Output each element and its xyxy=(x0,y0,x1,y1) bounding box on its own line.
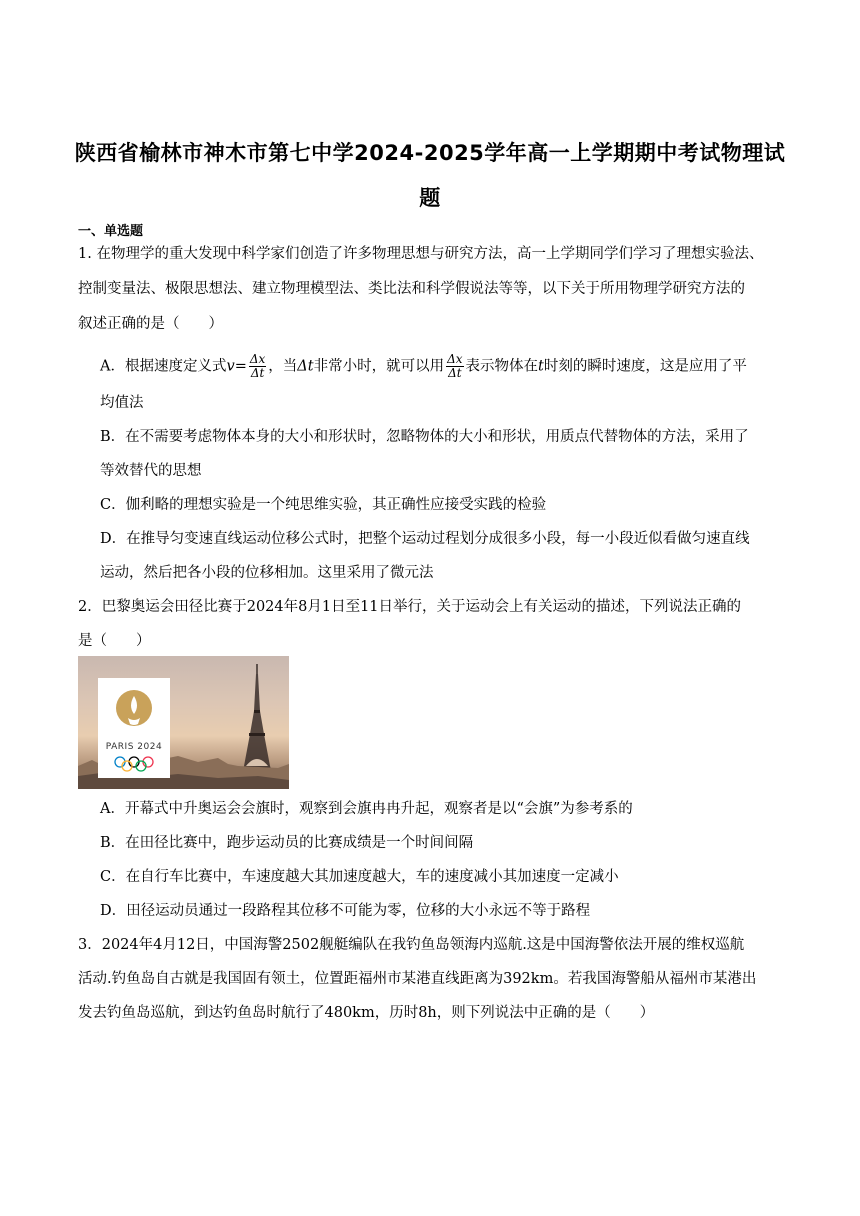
q2-option-c: C．在自行车比赛中，车速度越大其加速度越大，车的速度减小其加速度一定减小 xyxy=(100,869,619,885)
ratio-fraction xyxy=(446,353,463,380)
q2-option-a: A．开幕式中升奥运会会旗时，观察到会旗冉冉升起，观察者是以“会旗”为参考系的 xyxy=(100,801,633,817)
q1-option-a-mid2: 非常小时，就可以用 xyxy=(313,358,445,375)
q1-option-a-line2: 均值法 xyxy=(100,395,144,411)
fraction-numerator: Δx xyxy=(249,352,266,366)
equals-sign: = xyxy=(234,358,247,375)
paris-2024-logo xyxy=(98,678,170,778)
fraction-numerator: Δx xyxy=(447,352,463,366)
q1-option-a-prefix: A．根据速度定义式 xyxy=(100,358,227,375)
q1-option-b-line1: B．在不需要考虑物体本身的大小和形状时，忽略物体的大小和形状，用质点代替物体的方法，采用了 xyxy=(100,429,749,445)
fraction-denominator: Δt xyxy=(448,366,462,380)
q1-option-d-line1: D．在推导匀变速直线运动位移公式时，把整个运动过程划分成很多小段，每一小段近似看做匀速直线 xyxy=(100,531,750,547)
delta-t-symbol: Δt xyxy=(297,358,314,375)
q1-option-a-line1 xyxy=(100,353,747,380)
q1-stem-line1: 1. 在物理学的重大发现中科学家们创造了许多物理思想与研究方法，高一上学期同学们学习了理想实验法、 xyxy=(78,246,764,262)
velocity-symbol: v xyxy=(226,358,235,375)
q1-option-d-line2: 运动，然后把各小段的位移相加。这里采用了微元法 xyxy=(100,565,434,581)
paris-2024-emblem-icon xyxy=(98,678,170,742)
fraction-denominator: Δt xyxy=(250,366,265,380)
q1-stem-line2: 控制变量法、极限思想法、建立物理模型法、类比法和科学假说法等等，以下关于所用物理学研究方法的 xyxy=(78,281,745,297)
q1-stem-line3: 叙述正确的是（ ） xyxy=(78,316,223,332)
q2-option-b: B．在田径比赛中，跑步运动员的比赛成绩是一个时间间隔 xyxy=(100,835,474,851)
q2-stem-line1: 2．巴黎奥运会田径比赛于2024年8月1日至11日举行，关于运动会上有关运动的描述，下列说法正确的 xyxy=(78,599,742,615)
document-title-line2: 题 xyxy=(419,186,441,210)
q3-stem-line2: 活动.钓鱼岛自古就是我国固有领土，位置距福州市某港直线距离为392km。若我国海警船从福州市某港出 xyxy=(78,971,757,987)
q1-option-a-mid3: 表示物体在 xyxy=(465,358,539,375)
q1-option-a-suffix: 时刻的瞬时速度，这是应用了平 xyxy=(543,358,747,375)
velocity-fraction xyxy=(249,353,266,380)
q3-stem-line1: 3．2024年4月12日，中国海警2502舰艇编队在我钓鱼岛领海内巡航.这是中国海警依法开展的维权巡航 xyxy=(78,937,745,953)
q1-option-c: C．伽利略的理想实验是一个纯思维实验，其正确性应接受实践的检验 xyxy=(100,497,547,513)
paris-eiffel-tower-photo xyxy=(78,656,289,789)
q2-option-d: D．田径运动员通过一段路程其位移不可能为零，位移的大小永远不等于路程 xyxy=(100,903,591,919)
document-title-line1: 陕西省榆林市神木市第七中学2024-2025学年高一上学期期中考试物理试 xyxy=(74,141,786,165)
paris-2024-logo-text: PARIS 2024 xyxy=(105,742,163,752)
q2-stem-line2: 是（ ） xyxy=(78,633,151,649)
time-symbol: t xyxy=(538,358,544,375)
q1-option-b-line2: 等效替代的思想 xyxy=(100,463,202,479)
section-heading: 一、单选题 xyxy=(78,224,144,239)
q3-stem-line3: 发去钓鱼岛巡航，到达钓鱼岛时航行了480km，历时8h，则下列说法中正确的是（ ） xyxy=(78,1005,655,1021)
q1-option-a-mid1: ，当 xyxy=(268,358,298,375)
olympic-rings-icon xyxy=(112,756,156,772)
